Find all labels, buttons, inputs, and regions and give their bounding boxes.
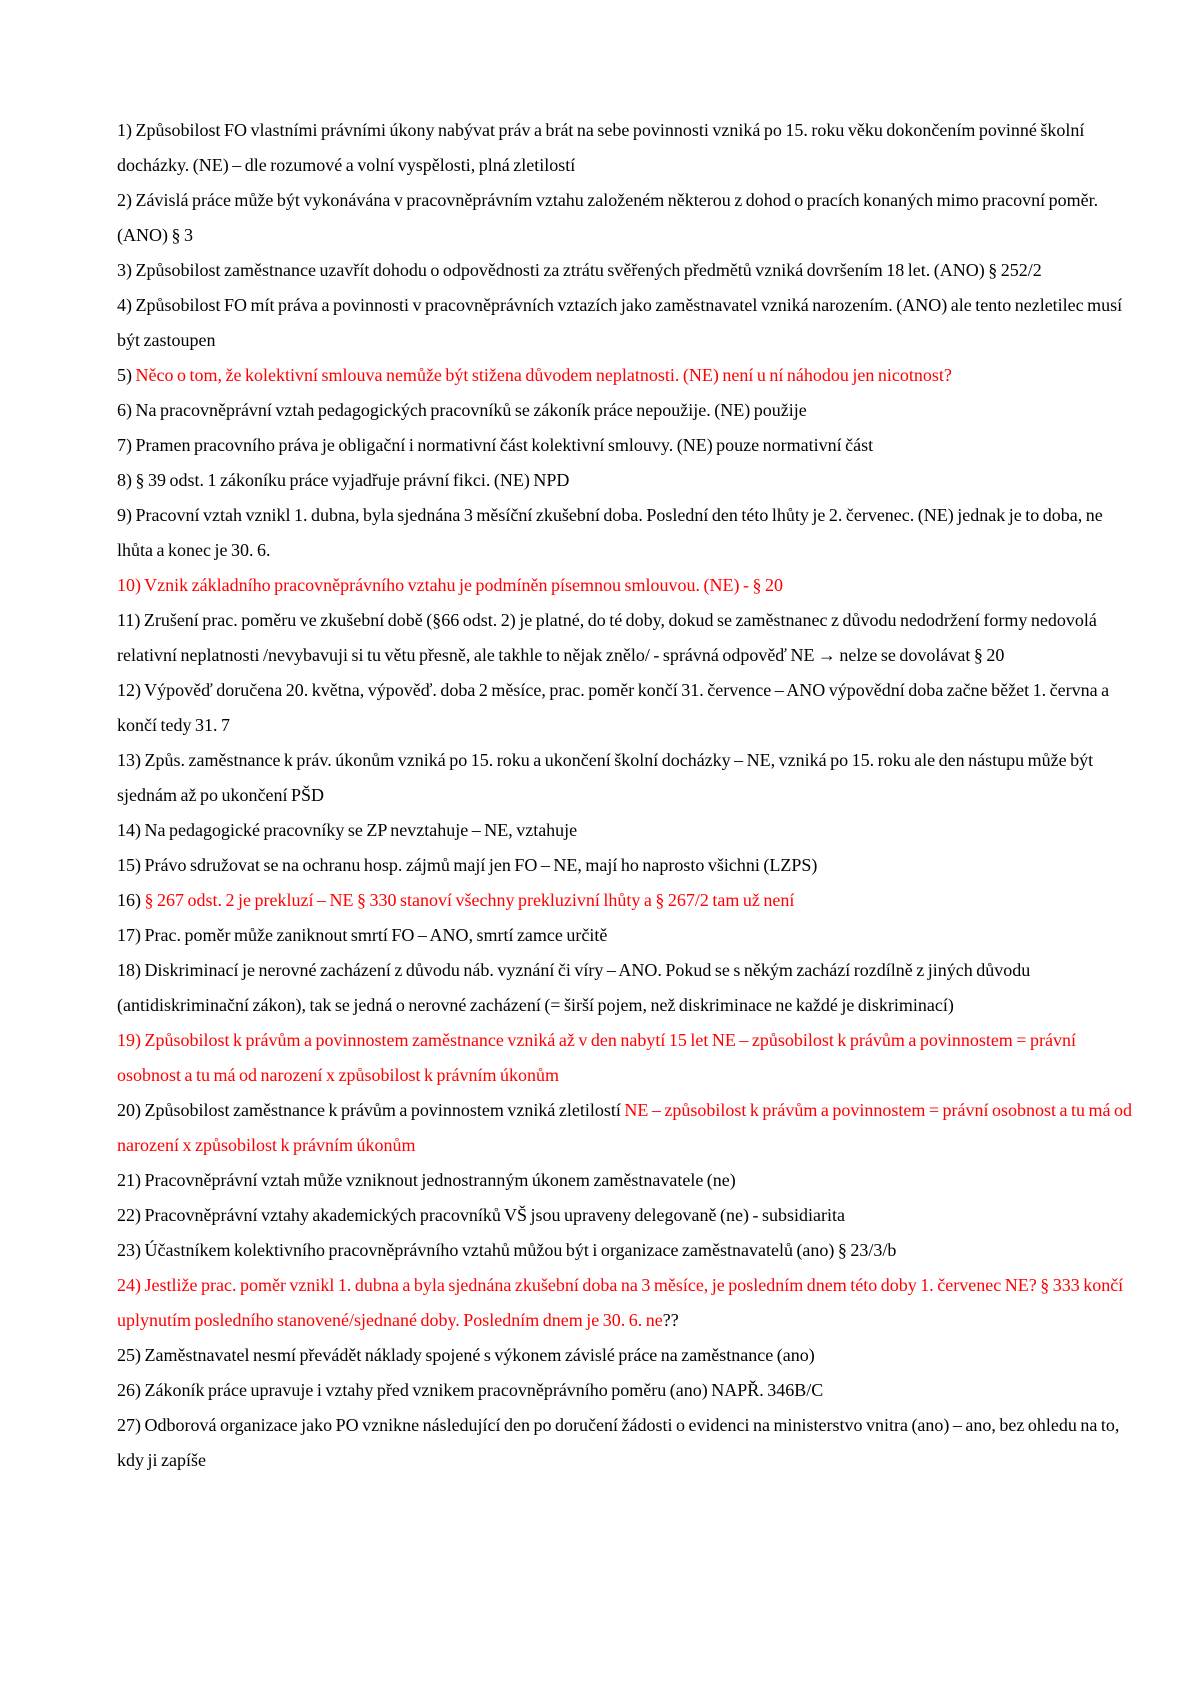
question-item xyxy=(117,603,1137,673)
question-item xyxy=(117,1373,1137,1408)
item-text: 26) Zákoník práce upravuje i vztahy před vznikem pracovněprávního poměru (ano) NAPŘ. 346B/C xyxy=(117,1380,824,1400)
highlighted-text: 24) Jestliže prac. poměr vznikl 1. dubna a byla sjednána zkušební doba na 3 měsíce, je posledním dnem této doby 1. červenec NE? § 333 končí uplynutím posledního stanovené/sjednané doby. Posledním dnem je 30. 6. ne xyxy=(117,1275,1124,1330)
question-item xyxy=(117,1233,1137,1268)
highlighted-text: 10) Vznik základního pracovněprávního vztahu je podmíněn písemnou smlouvou. (NE) - § 20 xyxy=(117,575,784,595)
question-item xyxy=(117,113,1137,183)
highlighted-text: Něco o tom, že kolektivní smlouva nemůže být stižena důvodem neplatnosti. (NE) není u ní náhodou jen nicotnost? xyxy=(135,365,952,385)
highlighted-text: 19) Způsobilost k právům a povinnostem zaměstnance vzniká až v den nabytí 15 let NE – způsobilost k právům a povinnostem = právní osobnost a tu má od narození x způsobilost k právním úkonům xyxy=(117,1030,1076,1085)
question-item xyxy=(117,1023,1137,1093)
question-item xyxy=(117,183,1137,253)
item-text: 4) Způsobilost FO mít práva a povinnosti v pracovněprávních vztazích jako zaměstnavatel vzniká narozením. (ANO) ale tento nezletilec musí být zastoupen xyxy=(117,295,1123,350)
item-text: 25) Zaměstnavatel nesmí převádět náklady spojené s výkonem závislé práce na zaměstnance (ano) xyxy=(117,1345,815,1365)
item-text: 23) Účastníkem kolektivního pracovněprávního vztahů můžou být i organizace zaměstnavatelů (ano) § 23/3/b xyxy=(117,1240,897,1260)
item-text: 5) xyxy=(117,365,136,385)
question-item xyxy=(117,673,1137,743)
item-text: 12) Výpověď doručena 20. května, výpověď. doba 2 měsíce, prac. poměr končí 31. července – ANO výpovědní doba začne běžet 1. června a končí tedy 31. 7 xyxy=(117,680,1110,735)
question-item xyxy=(117,953,1137,1023)
question-item xyxy=(117,848,1137,883)
item-text: 7) Pramen pracovního práva je obligační i normativní část kolektivní smlouvy. (NE) pouze normativní část xyxy=(117,435,874,455)
item-text: 21) Pracovněprávní vztah může vzniknout jednostranným úkonem zaměstnavatele (ne) xyxy=(117,1170,736,1190)
question-item xyxy=(117,253,1137,288)
question-item xyxy=(117,358,1137,393)
item-text: 3) Způsobilost zaměstnance uzavřít dohodu o odpovědnosti za ztrátu svěřených předmětů vzniká dovršením 18 let. (ANO) § 252/2 xyxy=(117,260,1042,280)
item-text: 2) Závislá práce může být vykonávána v pracovněprávním vztahu založeném některou z dohod o pracích konaných mimo pracovní poměr. (ANO) § 3 xyxy=(117,190,1099,245)
question-item xyxy=(117,1268,1137,1338)
question-item xyxy=(117,428,1137,463)
question-item xyxy=(117,1198,1137,1233)
question-item xyxy=(117,463,1137,498)
item-text: 14) Na pedagogické pracovníky se ZP nevztahuje – NE, vztahuje xyxy=(117,820,578,840)
question-item xyxy=(117,813,1137,848)
question-item xyxy=(117,918,1137,953)
item-text: 13) Způs. zaměstnance k práv. úkonům vzniká po 15. roku a ukončení školní docházky – NE, vzniká po 15. roku ale den nástupu může být sjednám až po ukončení PŠD xyxy=(117,750,1094,805)
question-list xyxy=(117,113,1137,1478)
highlighted-text: § 267 odst. 2 je prekluzí – NE § 330 stanoví všechny prekluzivní lhůty a § 267/2 tam už není xyxy=(144,890,795,910)
question-item xyxy=(117,568,1137,603)
question-item xyxy=(117,393,1137,428)
question-item xyxy=(117,1338,1137,1373)
item-text: ?? xyxy=(662,1310,679,1330)
question-item xyxy=(117,498,1137,568)
item-text: 8) § 39 odst. 1 zákoníku práce vyjadřuje právní fikci. (NE) NPD xyxy=(117,470,570,490)
item-text: 17) Prac. poměr může zaniknout smrtí FO – ANO, smrtí zamce určitě xyxy=(117,925,608,945)
question-item xyxy=(117,1093,1137,1163)
item-text: 1) Způsobilost FO vlastními právními úkony nabývat práv a brát na sebe povinnosti vzniká po 15. roku věku dokončením povinné školní docházky. (NE) – dle rozumové a volní vyspělosti, plná zletilostí xyxy=(117,120,1085,175)
question-item xyxy=(117,288,1137,358)
item-text: 22) Pracovněprávní vztahy akademických pracovníků VŠ jsou upraveny delegovaně (ne) - subsidiarita xyxy=(117,1205,845,1225)
question-item xyxy=(117,1408,1137,1478)
item-text: 6) Na pracovněprávní vztah pedagogických pracovníků se zákoník práce nepoužije. (NE) použije xyxy=(117,400,807,420)
question-item xyxy=(117,743,1137,813)
question-item xyxy=(117,883,1137,918)
item-text: 27) Odborová organizace jako PO vznikne následující den po doručení žádosti o evidenci na ministerstvo vnitra (ano) – ano, bez ohledu na to, kdy ji zapíše xyxy=(117,1415,1120,1470)
item-text: 18) Diskriminací je nerovné zacházení z důvodu náb. vyznání či víry – ANO. Pokud se s někým zachází rozdílně z jiných důvodu (antidiskriminační zákon), tak se jedná o nerovné zacházení (= širší pojem, než diskriminace ne každé je diskriminací) xyxy=(117,960,1031,1015)
item-text: 16) xyxy=(117,890,145,910)
highlighted-text: NE – způsobilost k právům a povinnostem = právní osobnost a tu má od narození x způsobilost k právním úkonům xyxy=(117,1100,1132,1155)
item-text: 20) Způsobilost zaměstnance k právům a povinnostem vzniká zletilostí xyxy=(117,1100,625,1120)
item-text: 9) Pracovní vztah vznikl 1. dubna, byla sjednána 3 měsíční zkušební doba. Poslední den této lhůty je 2. červenec. (NE) jednak je to doba, ne lhůta a konec je 30. 6. xyxy=(117,505,1103,560)
item-text: 11) Zrušení prac. poměru ve zkušební době (§66 odst. 2) je platné, do té doby, dokud se zaměstnanec z důvodu nedodržení formy nedovolá relativní neplatnosti /nevybavuji si tu větu přesně, ale takhle to nějak znělo/ - správná odpověď NE → nelze se dovolávat § 20 xyxy=(117,610,1097,665)
question-item xyxy=(117,1163,1137,1198)
item-text: 15) Právo sdružovat se na ochranu hosp. zájmů mají jen FO – NE, mají ho naprosto všichni (LZPS) xyxy=(117,855,818,875)
